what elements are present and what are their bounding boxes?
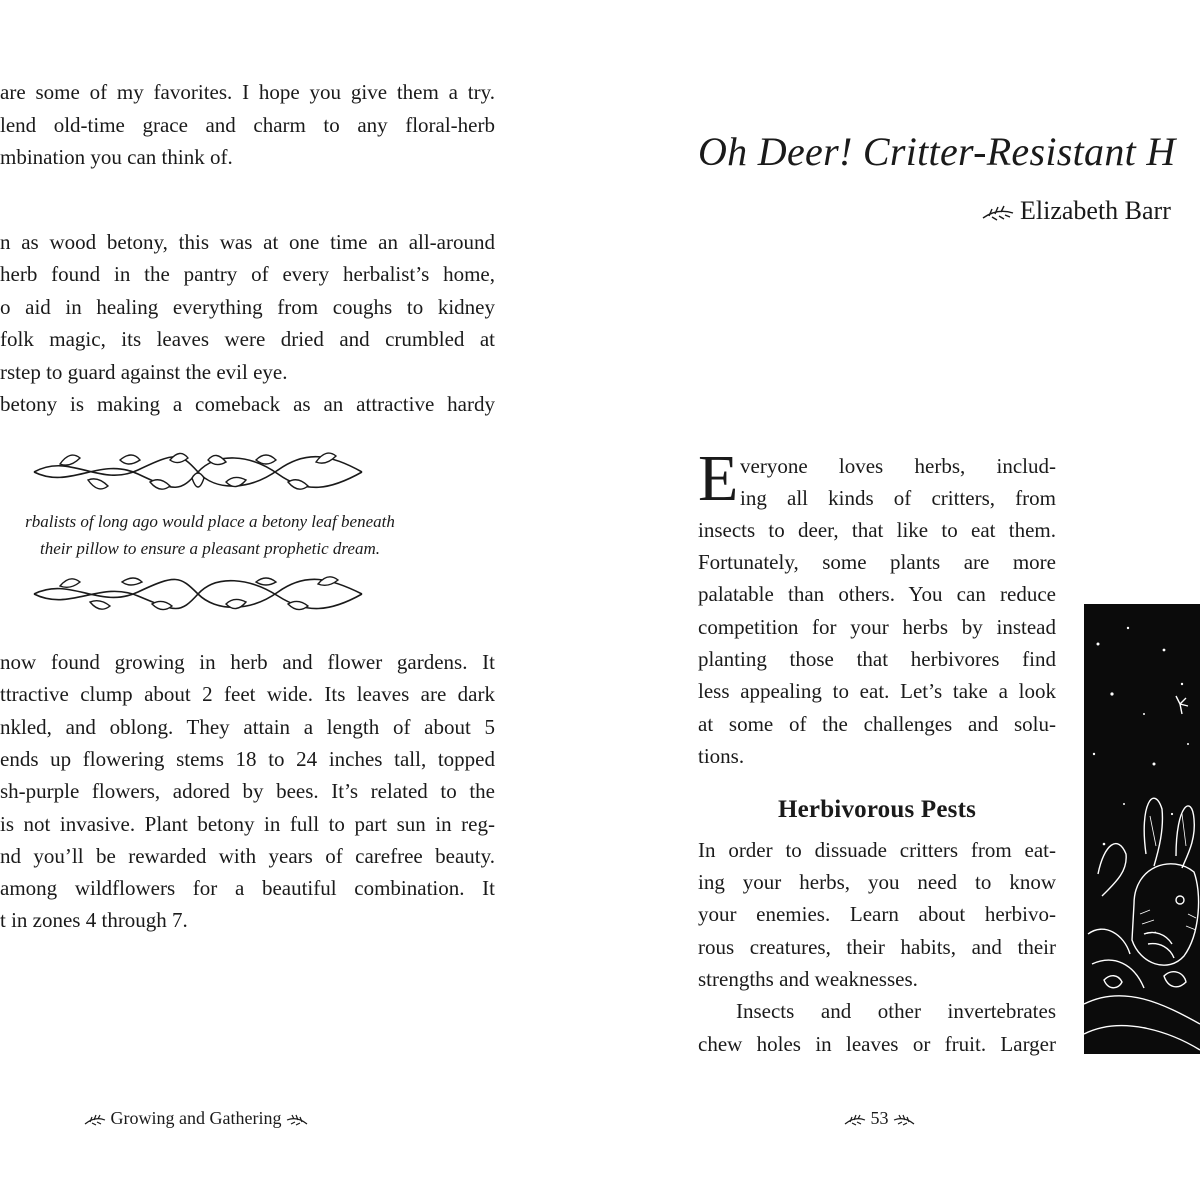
intro-line-7: planting those that herbivores find xyxy=(698,647,1056,671)
left-para3-line-5: sh-purple flowers, adored by bees. It’s related to the xyxy=(0,779,495,803)
left-para2-line-4: folk magic, its leaves were dried and crumbled at xyxy=(0,327,495,351)
left-para2-line-3: o aid in healing everything from coughs to kidney xyxy=(0,295,495,319)
article-title: Oh Deer! Critter-Resistant H xyxy=(698,129,1176,174)
left-para1-line-1: are some of my favorites. I hope you give them a try. xyxy=(0,80,495,104)
intro-line-8: less appealing to eat. Let’s take a look xyxy=(698,679,1056,703)
vine-border-icon xyxy=(30,572,366,620)
section-heading: Herbivorous Pests xyxy=(777,796,977,823)
author-byline xyxy=(982,196,1171,226)
leaf-sprig-icon xyxy=(982,205,1014,221)
left-para3-line-1: now found growing in herb and flower gardens. It xyxy=(0,650,495,674)
vine-border-icon xyxy=(30,446,366,502)
page-number: 53 xyxy=(870,1108,889,1128)
intro-line-5: palatable than others. You can reduce xyxy=(698,582,1056,606)
caption-line-1: rbalists of long ago would place a betony leaf beneath xyxy=(25,512,395,531)
section-line-5: strengths and weaknesses. xyxy=(698,967,918,991)
intro-line-1 xyxy=(740,450,1056,482)
left-para3-line-4: ends up flowering stems 18 to 24 inches tall, topped xyxy=(0,747,495,771)
intro-line-4: Fortunately, some plants are more xyxy=(698,550,1056,574)
section-line-7: chew holes in leaves or fruit. Larger xyxy=(698,1032,1056,1056)
leaf-sprig-icon xyxy=(84,1114,106,1126)
author-name: Elizabeth Barr xyxy=(1020,196,1171,225)
intro-line-2 xyxy=(740,482,1056,514)
left-para1-line-2: lend old-time grace and charm to any floral-herb xyxy=(0,113,495,137)
drop-cap: E xyxy=(698,442,739,515)
section-line-4: rous creatures, their habits, and their xyxy=(698,935,1056,959)
leaf-sprig-icon xyxy=(893,1114,915,1126)
intro-line-9: at some of the challenges and solu- xyxy=(698,712,1056,736)
section-line-2: ing your herbs, you need to know xyxy=(698,870,1056,894)
left-para3-line-9: t in zones 4 through 7. xyxy=(0,908,188,932)
footer-section-title: Growing and Gathering xyxy=(110,1108,282,1128)
left-para2-line-5: rstep to guard against the evil eye. xyxy=(0,360,288,384)
left-para2-line-6: betony is making a comeback as an attractive hardy xyxy=(0,392,495,416)
left-para3-line-8: among wildflowers for a beautiful combination. It xyxy=(0,876,495,900)
intro-line-2-text: ing all kinds of critters, from xyxy=(740,486,1056,510)
intro-line-1-text: veryone loves herbs, includ- xyxy=(740,454,1056,478)
section-line-3: your enemies. Learn about herbivo- xyxy=(698,902,1056,926)
left-running-footer xyxy=(84,1108,308,1129)
left-para2-line-2: herb found in the pantry of every herbalist’s home, xyxy=(0,262,495,286)
right-page-number xyxy=(844,1108,915,1129)
left-para1-line-3: mbination you can think of. xyxy=(0,145,233,169)
intro-line-3: insects to deer, that like to eat them. xyxy=(698,518,1056,542)
left-para3-line-2: ttractive clump about 2 feet wide. Its leaves are dark xyxy=(0,682,495,706)
section-line-1: In order to dissuade critters from eat- xyxy=(698,838,1056,862)
caption-line-2: their pillow to ensure a pleasant prophetic dream. xyxy=(40,539,380,558)
section-line-6: Insects and other invertebrates xyxy=(736,999,1056,1023)
leaf-sprig-icon xyxy=(286,1114,308,1126)
right-page xyxy=(600,0,1200,1200)
left-para3-line-3: nkled, and oblong. They attain a length of about 5 xyxy=(0,715,495,739)
intro-line-10: tions. xyxy=(698,744,745,768)
leaf-sprig-icon xyxy=(844,1114,866,1126)
rabbit-garden-art xyxy=(1084,604,1200,1054)
left-para3-line-7: nd you’ll be rewarded with years of carefree beauty. xyxy=(0,844,495,868)
intro-line-6: competition for your herbs by instead xyxy=(698,615,1056,639)
left-para3-line-6: is not invasive. Plant betony in full to part sun in reg- xyxy=(0,812,495,836)
rabbit-garden-illustration xyxy=(1084,604,1200,1054)
left-para2-line-1: n as wood betony, this was at one time an all-around xyxy=(0,230,495,254)
